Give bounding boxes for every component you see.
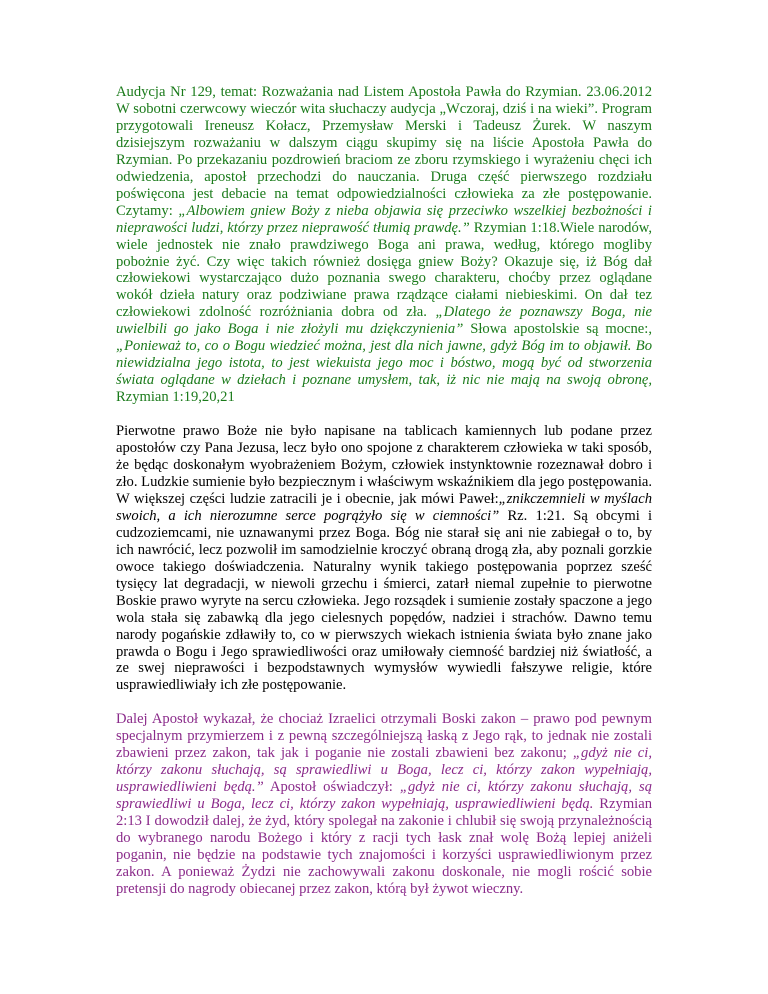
text-segment: Rzymian 1:19,20,21 [116, 389, 235, 406]
scripture-quote: „znikczemnieli w myślach swoich, a ich nierozumne serce pogrążyło się w ciemności” [116, 490, 652, 524]
scripture-quote: „gdyż nie ci, którzy zakonu słuchają, są sprawiedliwi u Boga, lecz ci, którzy zakon wypełniają, usprawiedliwieni będą.” [116, 745, 652, 796]
text-segment: Pierwotne prawo Boże nie było napisane na tablicach kamiennych lub podane przez apostołów czy Pana Jezusa, lecz było ono spojone z charakterem człowieka w taki sposób, że będąc doskonałym wyobrażeniem Bożym, człowiek instynktownie rozeznawał dobro i zło. Ludzkie sumienie było bezpiecznym i właściwym wskaźnikiem dla jego postępowania. W większej części ludzie zatracili je i obecnie, jak mówi Paweł: [116, 423, 652, 507]
text-segment: Apostoł oświadczył: [263, 779, 400, 796]
paragraph-intro [116, 84, 652, 406]
text-segment: Rz. 1:21. Są obcymi i cudzoziemcami, nie uznawanymi przez Boga. Bóg nie starał się ani nie zabiegał o to, by ich nawrócić, lecz pozwolił im samodzielnie kroczyć obraną drogą zła, aby poznali gorzkie owoce takiego doświadczenia. Naturalny wynik takiego postępowania poprzez sześć tysięcy lat degradacji, w niewoli grzechu i śmierci, zatarł niemal zupełnie to pierwotne Boskie prawo wyryte na sercu człowieka. Jego rozsądek i sumienie zostały spaczone a jego wola stała się zabawką dla jego cielesnych popędów, nadziei i strachów. Dawno temu narody pogańskie zdławiły to, co w pierwszych wiekach istnienia świata było znane jako prawda o Bogu i Jego sprawiedliwości oraz umiłowały ciemność bardziej niż światłość, a ze swej nieprawości i bezpodstawnych wymysłów wywiedli fałszywe religie, które usprawiedliwiały ich złe postępowanie. [116, 507, 653, 694]
text-segment: Rzymian 1:18.Wiele narodów, wiele jednostek nie znało prawdziwego Boga ani prawa, według, którego mogliby pobożnie żyć. Czy więc takich również dosięga gniew Boży? Okazuje się, iż Bóg dał człowiekowi wystarczająco dużo poznania swego charakteru, choćby przez oglądane wokół dzieła natury oraz podziwiane prawa rządzące ciałami niebieskimi. On dał tez człowiekowi zdolność rozróżniania dobra od zła. [116, 219, 653, 321]
scripture-quote: „Ponieważ to, co o Bogu wiedzieć można, jest dla nich jawne, gdyż Bóg im to objawił. Bo niewidzialna jego istota, to jest wiekuista jego moc i bóstwo, mogą być od stworzenia świata oglądane w dziełach i poznane umysłem, tak, iż nic nie mają na swoją obronę, [116, 338, 652, 389]
text-segment: Słowa apostolskie są mocne:, [463, 321, 652, 338]
scripture-quote: „Albowiem gniew Boży z nieba objawia się przeciwko wszelkiej bezbożności i nieprawości ludzi, którzy przez nieprawość tłumią prawdę.” [116, 202, 652, 236]
scripture-quote: „Dlatego że poznawszy Boga, nie uwielbili go jako Boga i nie złożyli mu dziękczynienia” [116, 304, 652, 338]
text-segment: Dalej Apostoł wykazał, że chociaż Izraelici otrzymali Boski zakon – prawo pod pewnym specjalnym przymierzem i z pewną szczególniejszą łaską z Jego rąk, to jednak nie zostali zbawieni przez zakon, tak jak i poganie nie zostali zbawieni bez zakonu; [116, 711, 652, 762]
paragraph-israelites-law [116, 711, 652, 897]
text-segment: Rzymian 2:13 I dowodził dalej, że żyd, który spolegał na zakonie i chlubił się swoją przynależnością do wybranego narodu Bożego i który z racji tych łask znał wolę Bożą lepiej aniżeli poganin, nie będzie na podstawie tych znajomości i korzyści usprawiedliwionym przez zakon. A ponieważ Żydzi nie zachowywali zakonu doskonale, nie mogli rościć sobie pretensji do nagrody obiecanej przez zakon, którą był żywot wieczny. [116, 796, 652, 897]
scripture-quote: „gdyż nie ci, którzy zakonu słuchają, są sprawiedliwi u Boga, lecz ci, którzy zakon wypełniają, usprawiedliwieni będą. [116, 779, 652, 813]
paragraph-original-law [116, 423, 652, 694]
text-segment: Audycja Nr 129, temat: Rozważania nad Listem Apostoła Pawła do Rzymian. 23.06.2012 W sobotni czerwcowy wieczór wita słuchaczy audycja „Wczoraj, dziś i na wieki”. Program przygotowali Ireneusz Kołacz, Przemysław Merski i Tadeusz Żurek. W naszym dzisiejszym rozważaniu w dalszym ciągu skupimy się na liście Apostoła Pawła do Rzymian. Po przekazaniu pozdrowień braciom ze zboru rzymskiego i wyrażeniu chęci ich odwiedzenia, apostoł przechodzi do nauczania. Druga część pierwszego rozdziału poświęcona jest debacie na temat odpowiedzialności człowieka za złe postępowanie. Czytamy: [116, 84, 652, 219]
